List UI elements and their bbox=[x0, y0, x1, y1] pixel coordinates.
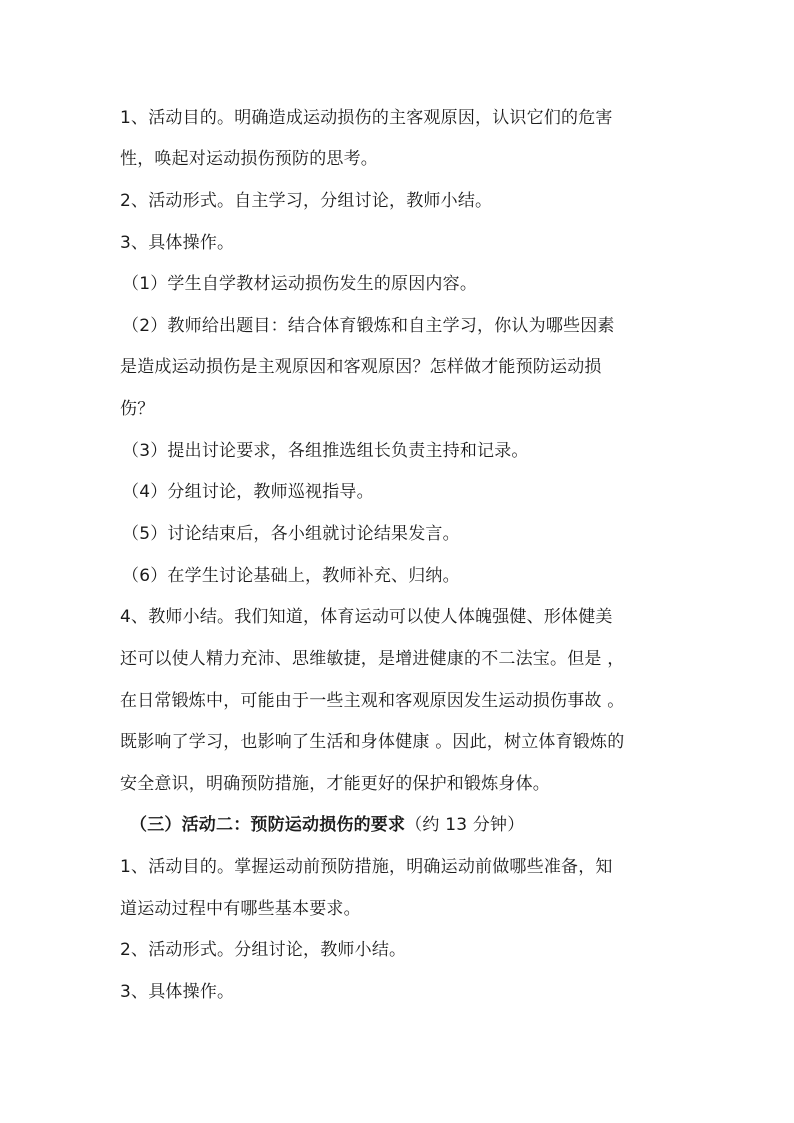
paragraph-line: 1、活动目的。明确造成运动损伤的主客观原因，认识它们的危害 bbox=[120, 108, 613, 128]
paragraph-line: 3、具体操作。 bbox=[120, 233, 235, 253]
paragraph-line: 既影响了学习，也影响了生活和身体健康 。因此，树立体育锻炼的 bbox=[120, 732, 625, 752]
paragraph-line: 2、活动形式。分组讨论，教师小结。 bbox=[120, 940, 407, 960]
paragraph-line: （1）学生自学教材运动损伤发生的原因内容。 bbox=[122, 274, 478, 294]
paragraph-line: （6）在学生讨论基础上，教师补充、归纳。 bbox=[122, 566, 460, 586]
paragraph-line: 2、活动形式。自主学习，分组讨论，教师小结。 bbox=[120, 191, 493, 211]
paragraph-line: 在日常锻炼中，可能由于一些主观和客观原因发生运动损伤事故 。 bbox=[120, 691, 625, 711]
section-heading-duration: （约 13 分钟） bbox=[405, 815, 525, 835]
section-heading-title: （三）活动二：预防运动损伤的要求 bbox=[130, 815, 406, 835]
paragraph-line: 1、活动目的。掌握运动前预防措施，明确运动前做哪些准备，知 bbox=[120, 857, 613, 877]
paragraph-line: （5）讨论结束后，各小组就讨论结果发言。 bbox=[122, 524, 460, 544]
paragraph-line: 4、教师小结。我们知道，体育运动可以使人体魄强健、形体健美 bbox=[120, 607, 613, 627]
section-heading bbox=[130, 814, 524, 836]
paragraph-line: （2）教师给出题目：结合体育锻炼和自主学习，你认为哪些因素 bbox=[122, 316, 615, 336]
paragraph-line: （4）分组讨论，教师巡视指导。 bbox=[122, 482, 374, 502]
paragraph-line: 性，唤起对运动损伤预防的思考。 bbox=[120, 149, 378, 169]
paragraph-line: 伤？ bbox=[120, 399, 155, 419]
paragraph-line: 道运动过程中有哪些基本要求。 bbox=[120, 899, 361, 919]
paragraph-line: 3、具体操作。 bbox=[120, 982, 235, 1002]
paragraph-line: 是造成运动损伤是主观原因和客观原因？怎样做才能预防运动损 bbox=[120, 357, 602, 377]
paragraph-line: 安全意识，明确预防措施，才能更好的保护和锻炼身体。 bbox=[120, 774, 550, 794]
paragraph-line: （3）提出讨论要求，各组推选组长负责主持和记录。 bbox=[122, 441, 529, 461]
paragraph-line: 还可以使人精力充沛、思维敏捷，是增进健康的不二法宝。但是 ， bbox=[120, 649, 625, 669]
